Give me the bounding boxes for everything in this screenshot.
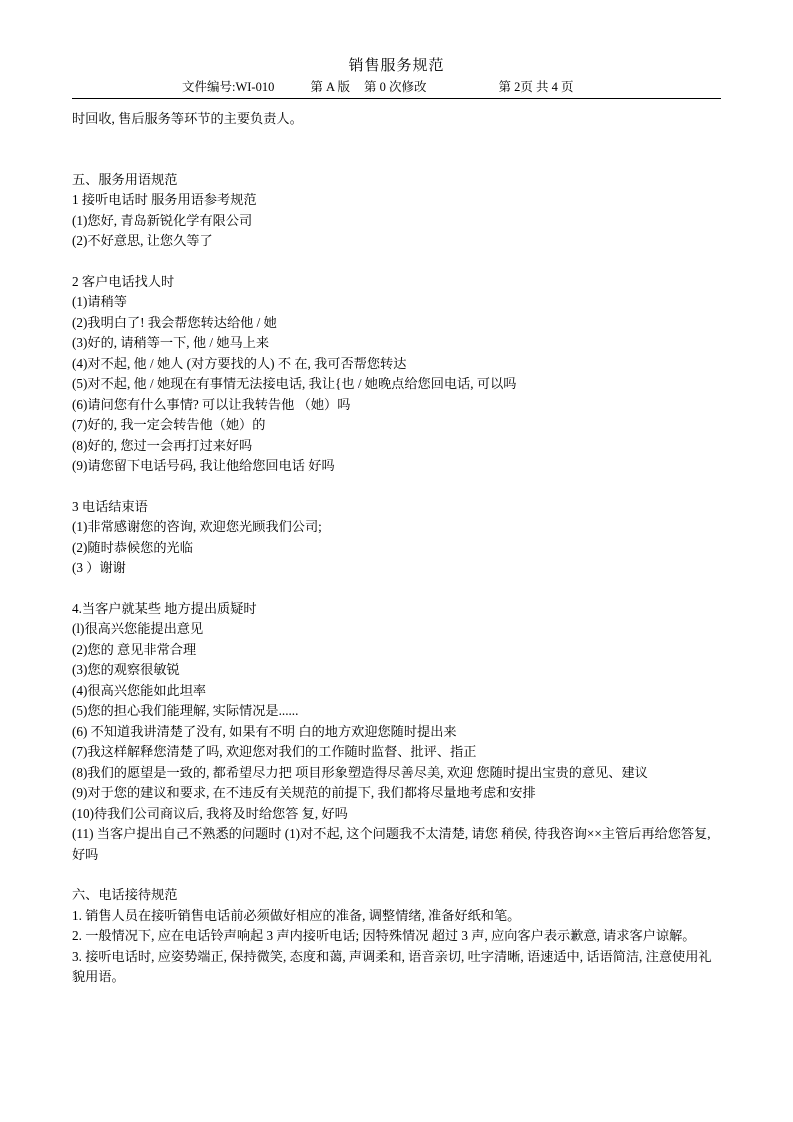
body-line: (7)我这样解释您清楚了吗, 欢迎您对我们的工作随时监督、批评、指正: [72, 744, 477, 759]
body-line: (5)对不起, 他 / 她现在有事情无法接电话, 我让{也 / 她晚点给您回电话, 可以吗: [72, 376, 517, 391]
body-line: (4)很高兴您能如此坦率: [72, 682, 207, 698]
body-line: 3. 接听电话时, 应姿势端正, 保持微笑, 态度和蔼, 声调柔和, 语音亲切, 吐字清晰, 语速适中, 话语简洁, 注意使用礼貌用语。: [72, 948, 712, 984]
body-line: (7)好的, 我一定会转告他（她）的: [72, 417, 266, 432]
document-body: [72, 109, 721, 988]
body-line: (9)请您留下电话号码, 我让他给您回电话 好吗: [72, 458, 335, 473]
body-line: (2)您的 意见非常合理: [72, 641, 197, 657]
page-title: 销售服务规范: [348, 58, 445, 74]
body-line: (9)对于您的建议和要求, 在不违反有关规范的前提下, 我们都将尽量地考虑和安排: [72, 785, 536, 800]
header-document-number: 文件编号:WI-010: [182, 80, 275, 94]
body-line: 1 接听电话时 服务用语参考规范: [72, 192, 257, 207]
body-line: (8)好的, 您过一会再打过来好吗: [72, 437, 253, 453]
header-revision: 第 0 次修改: [363, 80, 427, 94]
body-line: [72, 477, 721, 497]
body-line: (1)您好, 青岛新锐化学有限公司: [72, 212, 253, 228]
body-line: (3)好的, 请稍等一下, 他 / 她马上来: [72, 335, 270, 350]
body-line: [72, 150, 721, 170]
body-line: (1)非常感谢您的咨询, 欢迎您光顾我们公司;: [72, 519, 322, 534]
body-line: (11) 当客户提出自己不熟悉的问题时 (1)对不起, 这个问题我不太清楚, 请您 稍侯, 待我咨询××主管后再给您答复, 好吗: [72, 826, 711, 862]
body-line: [72, 252, 721, 272]
body-line: (2)我明白了! 我会帮您转达给他 / 她: [72, 314, 277, 330]
body-line: 1. 销售人员在接听销售电话前必须做好相应的准备, 调整情绪, 准备好纸和笔。: [72, 907, 521, 923]
section-heading-5: 五、服务用语规范: [72, 171, 178, 187]
body-line: (1)请稍等: [72, 294, 127, 309]
body-line: 2. 一般情况下, 应在电话铃声响起 3 声内接听电话; 因特殊情况 超过 3 声, 应向客户表示歉意, 请求客户谅解。: [72, 928, 696, 943]
body-line: (8)我们的愿望是一致的, 都希望尽力把 项目形象塑造得尽善尽美, 欢迎 您随时提出宝贵的意见、建议: [72, 764, 648, 780]
subsection-heading-4: 4.当客户就某些 地方提出质疑时: [72, 600, 257, 616]
body-line: 时回收, 售后服务等环节的主要负责人。: [72, 111, 303, 126]
body-line: (3)您的观察很敏锐: [72, 662, 180, 677]
header-version: 第 A 版: [310, 80, 350, 94]
header-page-count: 第 2页 共 4 页: [498, 80, 574, 94]
body-line: (2)不好意思, 让您久等了: [72, 233, 213, 248]
body-line: (4)对不起, 他 / 她人 (对方要找的人) 不 在, 我可否帮您转达: [72, 355, 407, 371]
section-heading-6: 六、电话接待规范: [72, 887, 178, 902]
body-line: (6)请问您有什么事情? 可以让我转告他 （她）吗: [72, 396, 351, 412]
body-line: (10)待我们公司商议后, 我将及时给您答 复, 好吗: [72, 805, 348, 821]
body-line: [72, 130, 721, 150]
body-line: [72, 579, 721, 599]
body-line: [72, 865, 721, 885]
body-line: (2)随时恭候您的光临: [72, 539, 193, 555]
body-line: (3 ）谢谢: [72, 560, 126, 575]
body-line: (l)很高兴您能提出意见: [72, 621, 204, 636]
subsection-heading-3: 3 电话结束语: [72, 498, 148, 514]
subsection-heading-2: 2 客户电话找人时: [72, 273, 175, 289]
document-header: [72, 77, 721, 99]
body-line: (6) 不知道我讲清楚了没有, 如果有不明 白的地方欢迎您随时提出来: [72, 723, 457, 739]
body-line: (5)您的担心我们能理解, 实际情况是......: [72, 703, 299, 718]
